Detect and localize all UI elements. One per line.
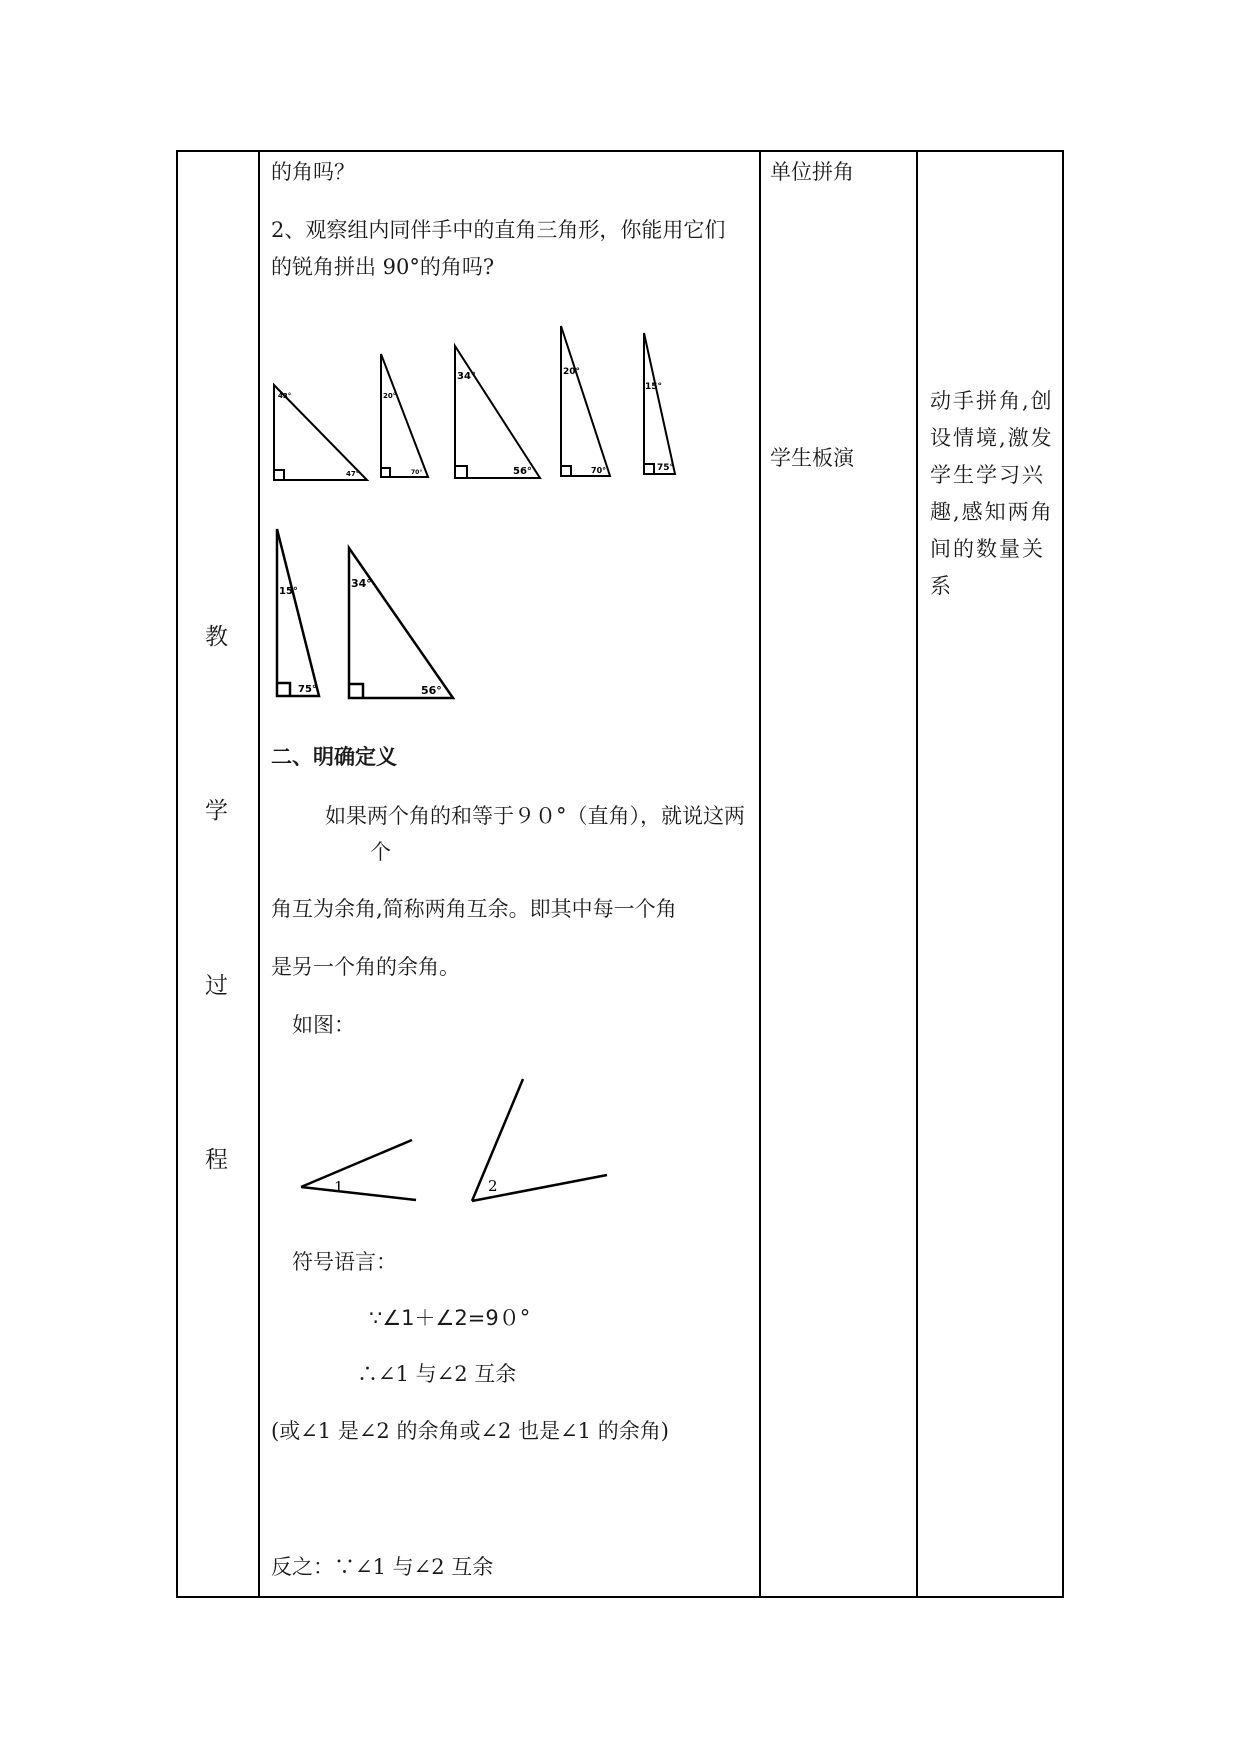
- left-label-char-1: 教: [205, 624, 228, 650]
- method-board-work: 学生板演: [770, 446, 854, 470]
- because-statement: ∵∠1＋∠2=9０°: [369, 1306, 531, 1330]
- triangle-4: [561, 326, 610, 476]
- table-divider-1: [258, 150, 260, 1598]
- method-unit-angle: 单位拼角: [770, 160, 854, 184]
- angle-1: [301, 1140, 416, 1200]
- definition-line-2: 角互为余角,简称两角互余。即其中每一个角: [271, 897, 677, 921]
- as-figure-label: 如图：: [292, 1013, 355, 1037]
- table-top-border: [176, 150, 1064, 152]
- triangle-2: [381, 354, 428, 477]
- table-divider-2: [759, 150, 761, 1598]
- triangles-row-1: [268, 318, 688, 488]
- table-border-left: [176, 150, 178, 1598]
- triangle-5-top-angle: 15°: [645, 382, 663, 392]
- triangle-6: [277, 529, 319, 696]
- question-2-line-1: 2、观察组内同伴手中的直角三角形，你能用它们: [271, 218, 726, 242]
- triangle-3-top-angle: 34°: [457, 371, 476, 382]
- question-2-line-2: 的锐角拼出 90°的角吗?: [271, 255, 495, 279]
- definition-line-1: 如果两个角的和等于９０°（直角），就说这两: [325, 804, 745, 828]
- triangle-6-bottom-angle: 75°: [298, 684, 317, 695]
- angle-figure: [290, 1070, 630, 1220]
- triangle-1-bottom-angle: 47°: [346, 470, 360, 478]
- triangle-2-top-angle: 20°: [383, 392, 397, 400]
- therefore-statement: ∴∠1 与∠2 互余: [357, 1362, 517, 1386]
- triangle-6-top-angle: 15°: [279, 586, 298, 597]
- converse-statement: 反之：∵∠1 与∠2 互余: [271, 1555, 494, 1579]
- triangle-3-bottom-angle: 56°: [513, 466, 532, 477]
- triangle-7-top-angle: 34°: [351, 577, 372, 590]
- design-intent-text: 动手拼角,创设情境,激发学生学习兴趣,感知两角间的数量关系: [930, 389, 1054, 598]
- left-label-char-3: 过: [205, 973, 228, 999]
- symbol-language-label: 符号语言：: [292, 1250, 397, 1274]
- left-label-char-2: 学: [205, 798, 228, 824]
- triangle-1-top-angle: 43°: [278, 392, 292, 400]
- left-label-char-4: 程: [205, 1147, 228, 1173]
- triangle-5: [644, 333, 675, 474]
- triangle-4-top-angle: 20°: [563, 367, 581, 377]
- content-line-1: 的角吗？: [271, 160, 355, 184]
- triangles-row-2: [268, 525, 488, 705]
- table-bottom-border: [176, 1596, 1064, 1598]
- triangle-3: [455, 346, 540, 478]
- table-divider-3: [916, 150, 918, 1598]
- table-border-right: [1062, 150, 1064, 1598]
- triangle-7: [349, 548, 453, 698]
- section-title: 二、明确定义: [271, 745, 397, 769]
- triangle-2-bottom-angle: 70°: [411, 469, 423, 476]
- triangle-4-bottom-angle: 70°: [591, 466, 607, 475]
- triangle-7-bottom-angle: 56°: [421, 684, 442, 697]
- angle-1-label: 1: [334, 1178, 344, 1196]
- alternative-statement: (或∠1 是∠2 的余角或∠2 也是∠1 的余角): [271, 1419, 669, 1443]
- definition-line-1-wrap: 个: [370, 840, 391, 864]
- triangle-5-bottom-angle: 75°: [657, 463, 675, 473]
- angle-2-label: 2: [488, 1177, 498, 1195]
- definition-line-3: 是另一个角的余角。: [271, 955, 460, 979]
